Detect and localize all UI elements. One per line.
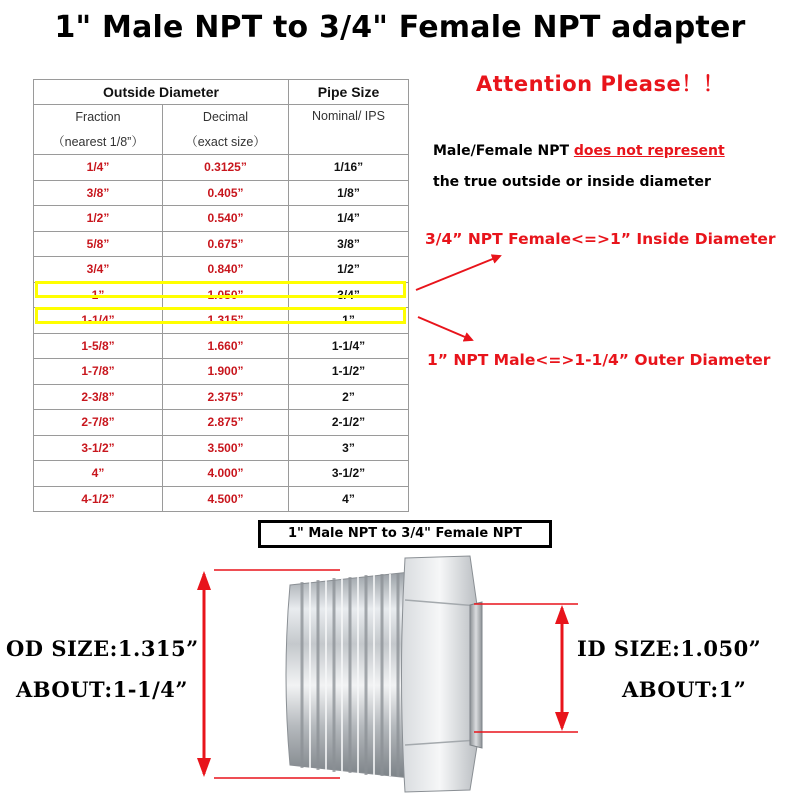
cell-pipe-size: 3/8” [289, 231, 409, 257]
cell-pipe-size: 1/4” [289, 206, 409, 232]
subheader-decimal-note: （exact size） [163, 130, 289, 155]
callout-male: 1” NPT Male<=>1-1/4” Outer Diameter [427, 351, 771, 369]
callout-female: 3/4” NPT Female<=>1” Inside Diameter [425, 230, 776, 248]
cell-decimal: 0.405” [163, 180, 289, 206]
cell-decimal: 2.875” [163, 410, 289, 436]
cell-pipe-size: 1” [289, 308, 409, 334]
cell-fraction: 2-7/8” [34, 410, 163, 436]
cell-pipe-size: 1-1/2” [289, 359, 409, 385]
arrow-to-male-callout [418, 317, 472, 340]
cell-fraction: 3/8” [34, 180, 163, 206]
cell-decimal: 1.900” [163, 359, 289, 385]
note-warning: does not represent [573, 143, 725, 159]
cell-fraction: 1/4” [34, 155, 163, 181]
cell-decimal: 1.050” [163, 282, 289, 308]
subheader-fraction-note: （nearest 1/8”） [34, 130, 163, 155]
cell-decimal: 1.660” [163, 333, 289, 359]
cell-decimal: 0.540” [163, 206, 289, 232]
cell-decimal: 0.3125” [163, 155, 289, 181]
cell-fraction: 1/2” [34, 206, 163, 232]
cell-pipe-size: 1/16” [289, 155, 409, 181]
cell-pipe-size: 1-1/4” [289, 333, 409, 359]
cell-pipe-size: 3-1/2” [289, 461, 409, 487]
cell-pipe-size: 2-1/2” [289, 410, 409, 436]
cell-fraction: 1-7/8” [34, 359, 163, 385]
page-title: 1" Male NPT to 3/4" Female NPT adapter [54, 10, 746, 45]
subheader-fraction: Fraction [34, 105, 163, 130]
cell-fraction: 1-1/4” [34, 308, 163, 334]
note-prefix: Male/Female NPT [433, 143, 574, 159]
cell-fraction: 1” [34, 282, 163, 308]
od-size-label: OD SIZE:1.315” [6, 636, 199, 661]
cell-fraction: 5/8” [34, 231, 163, 257]
cell-fraction: 3/4” [34, 257, 163, 283]
subheader-nominal: Nominal/ IPS [289, 105, 409, 155]
cell-fraction: 4” [34, 461, 163, 487]
cell-fraction: 4-1/2” [34, 486, 163, 512]
header-outside-diameter: Outside Diameter [34, 80, 289, 105]
id-size-label: ID SIZE:1.050” [577, 636, 762, 661]
cell-decimal: 3.500” [163, 435, 289, 461]
note-line-2: the true outside or inside diameter [433, 174, 711, 190]
header-pipe-size: Pipe Size [289, 80, 409, 105]
cell-pipe-size: 4” [289, 486, 409, 512]
cell-pipe-size: 1/8” [289, 180, 409, 206]
fitting-image [286, 556, 482, 792]
arrow-to-female-callout [416, 256, 500, 290]
cell-pipe-size: 2” [289, 384, 409, 410]
cell-pipe-size: 1/2” [289, 257, 409, 283]
cell-decimal: 0.840” [163, 257, 289, 283]
cell-pipe-size: 3/4” [289, 282, 409, 308]
id-about-label: ABOUT:1” [622, 677, 747, 702]
cell-fraction: 1-5/8” [34, 333, 163, 359]
cell-fraction: 2-3/8” [34, 384, 163, 410]
cell-decimal: 2.375” [163, 384, 289, 410]
cell-decimal: 0.675” [163, 231, 289, 257]
cell-decimal: 1.315” [163, 308, 289, 334]
cell-decimal: 4.000” [163, 461, 289, 487]
od-about-label: ABOUT:1-1/4” [16, 677, 188, 702]
attention-heading: Attention Please！！ [476, 72, 725, 96]
product-label: 1" Male NPT to 3/4" Female NPT [258, 520, 552, 548]
cell-decimal: 4.500” [163, 486, 289, 512]
subheader-decimal: Decimal [163, 105, 289, 130]
cell-pipe-size: 3” [289, 435, 409, 461]
cell-fraction: 3-1/2” [34, 435, 163, 461]
